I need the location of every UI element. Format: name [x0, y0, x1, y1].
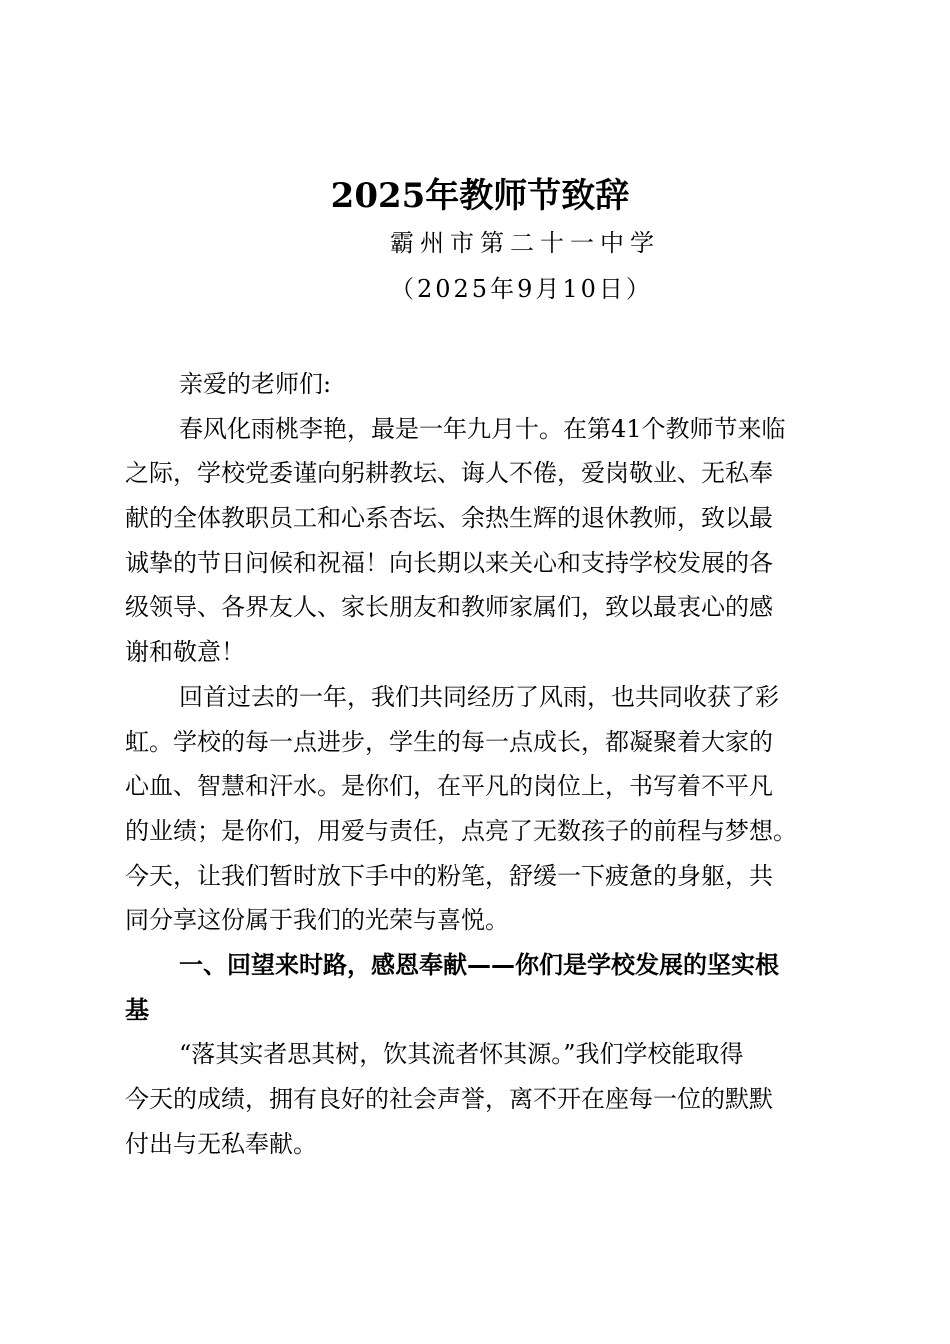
salutation: 亲爱的老师们: [179, 370, 332, 398]
paragraph-line: “落其实者思其树，饮其流者怀其源。”我们学校能取得 [179, 1040, 744, 1069]
paragraph-line: 回首过去的一年，我们共同经历了风雨，也共同收获了彩 [179, 682, 779, 711]
paragraph-2 [125, 675, 845, 943]
paragraph-line: 的业绩；是你们，用爱与责任，点亮了无数孩子的前程与梦想。 [125, 816, 797, 845]
paragraph-line: 今天，让我们暂时放下手中的粉笔，舒缓一下疲惫的身躯，共 [125, 861, 773, 890]
paragraph-line: 诚挚的节日问候和祝福！向长期以来关心和支持学校发展的各 [125, 548, 773, 577]
section-heading-line: 基 [125, 995, 149, 1024]
paragraph-line: 级领导、各界友人、家长朋友和教师家属们，致以最衷心的感 [125, 593, 773, 622]
organization-name: 霸州市第二十一中学 [390, 229, 660, 257]
paragraph-line: 今天的成绩，拥有良好的社会声誉，离不开在座每一位的默默 [125, 1085, 773, 1113]
document-title: 2025年教师节致辞 [330, 176, 630, 216]
paragraph-line: 春风化雨桃李艳，最是一年九月十。在第41个教师节来临 [179, 414, 786, 443]
paragraph-line: 心血、智慧和汗水。是你们，在平凡的岗位上，书写着不平凡 [125, 772, 773, 801]
paragraph-line: 之际，学校党委谨向躬耕教坛、诲人不倦，爱岗敬业、无私奉 [125, 459, 773, 488]
paragraph-line: 同分享这份属于我们的光荣与喜悦。 [125, 906, 509, 935]
section-heading-line: 一、回望来时路，感恩奉献——你们是学校发展的坚实根 [179, 950, 779, 979]
paragraph-line: 付出与无私奉献。 [125, 1129, 317, 1158]
document-body [125, 362, 845, 1166]
paragraph-line: 虹。学校的每一点进步，学生的每一点成长，都凝聚着大家的 [125, 727, 773, 756]
paragraph-3 [125, 1032, 845, 1166]
paragraph-line: 献的全体教职员工和心系杏坛、余热生辉的退休教师，致以最 [125, 504, 773, 533]
paragraph-line: 谢和敬意！ [125, 638, 245, 667]
section-heading [125, 943, 845, 1032]
paragraph-1 [125, 407, 845, 675]
document-date: （2025年9月10日） [390, 275, 653, 303]
